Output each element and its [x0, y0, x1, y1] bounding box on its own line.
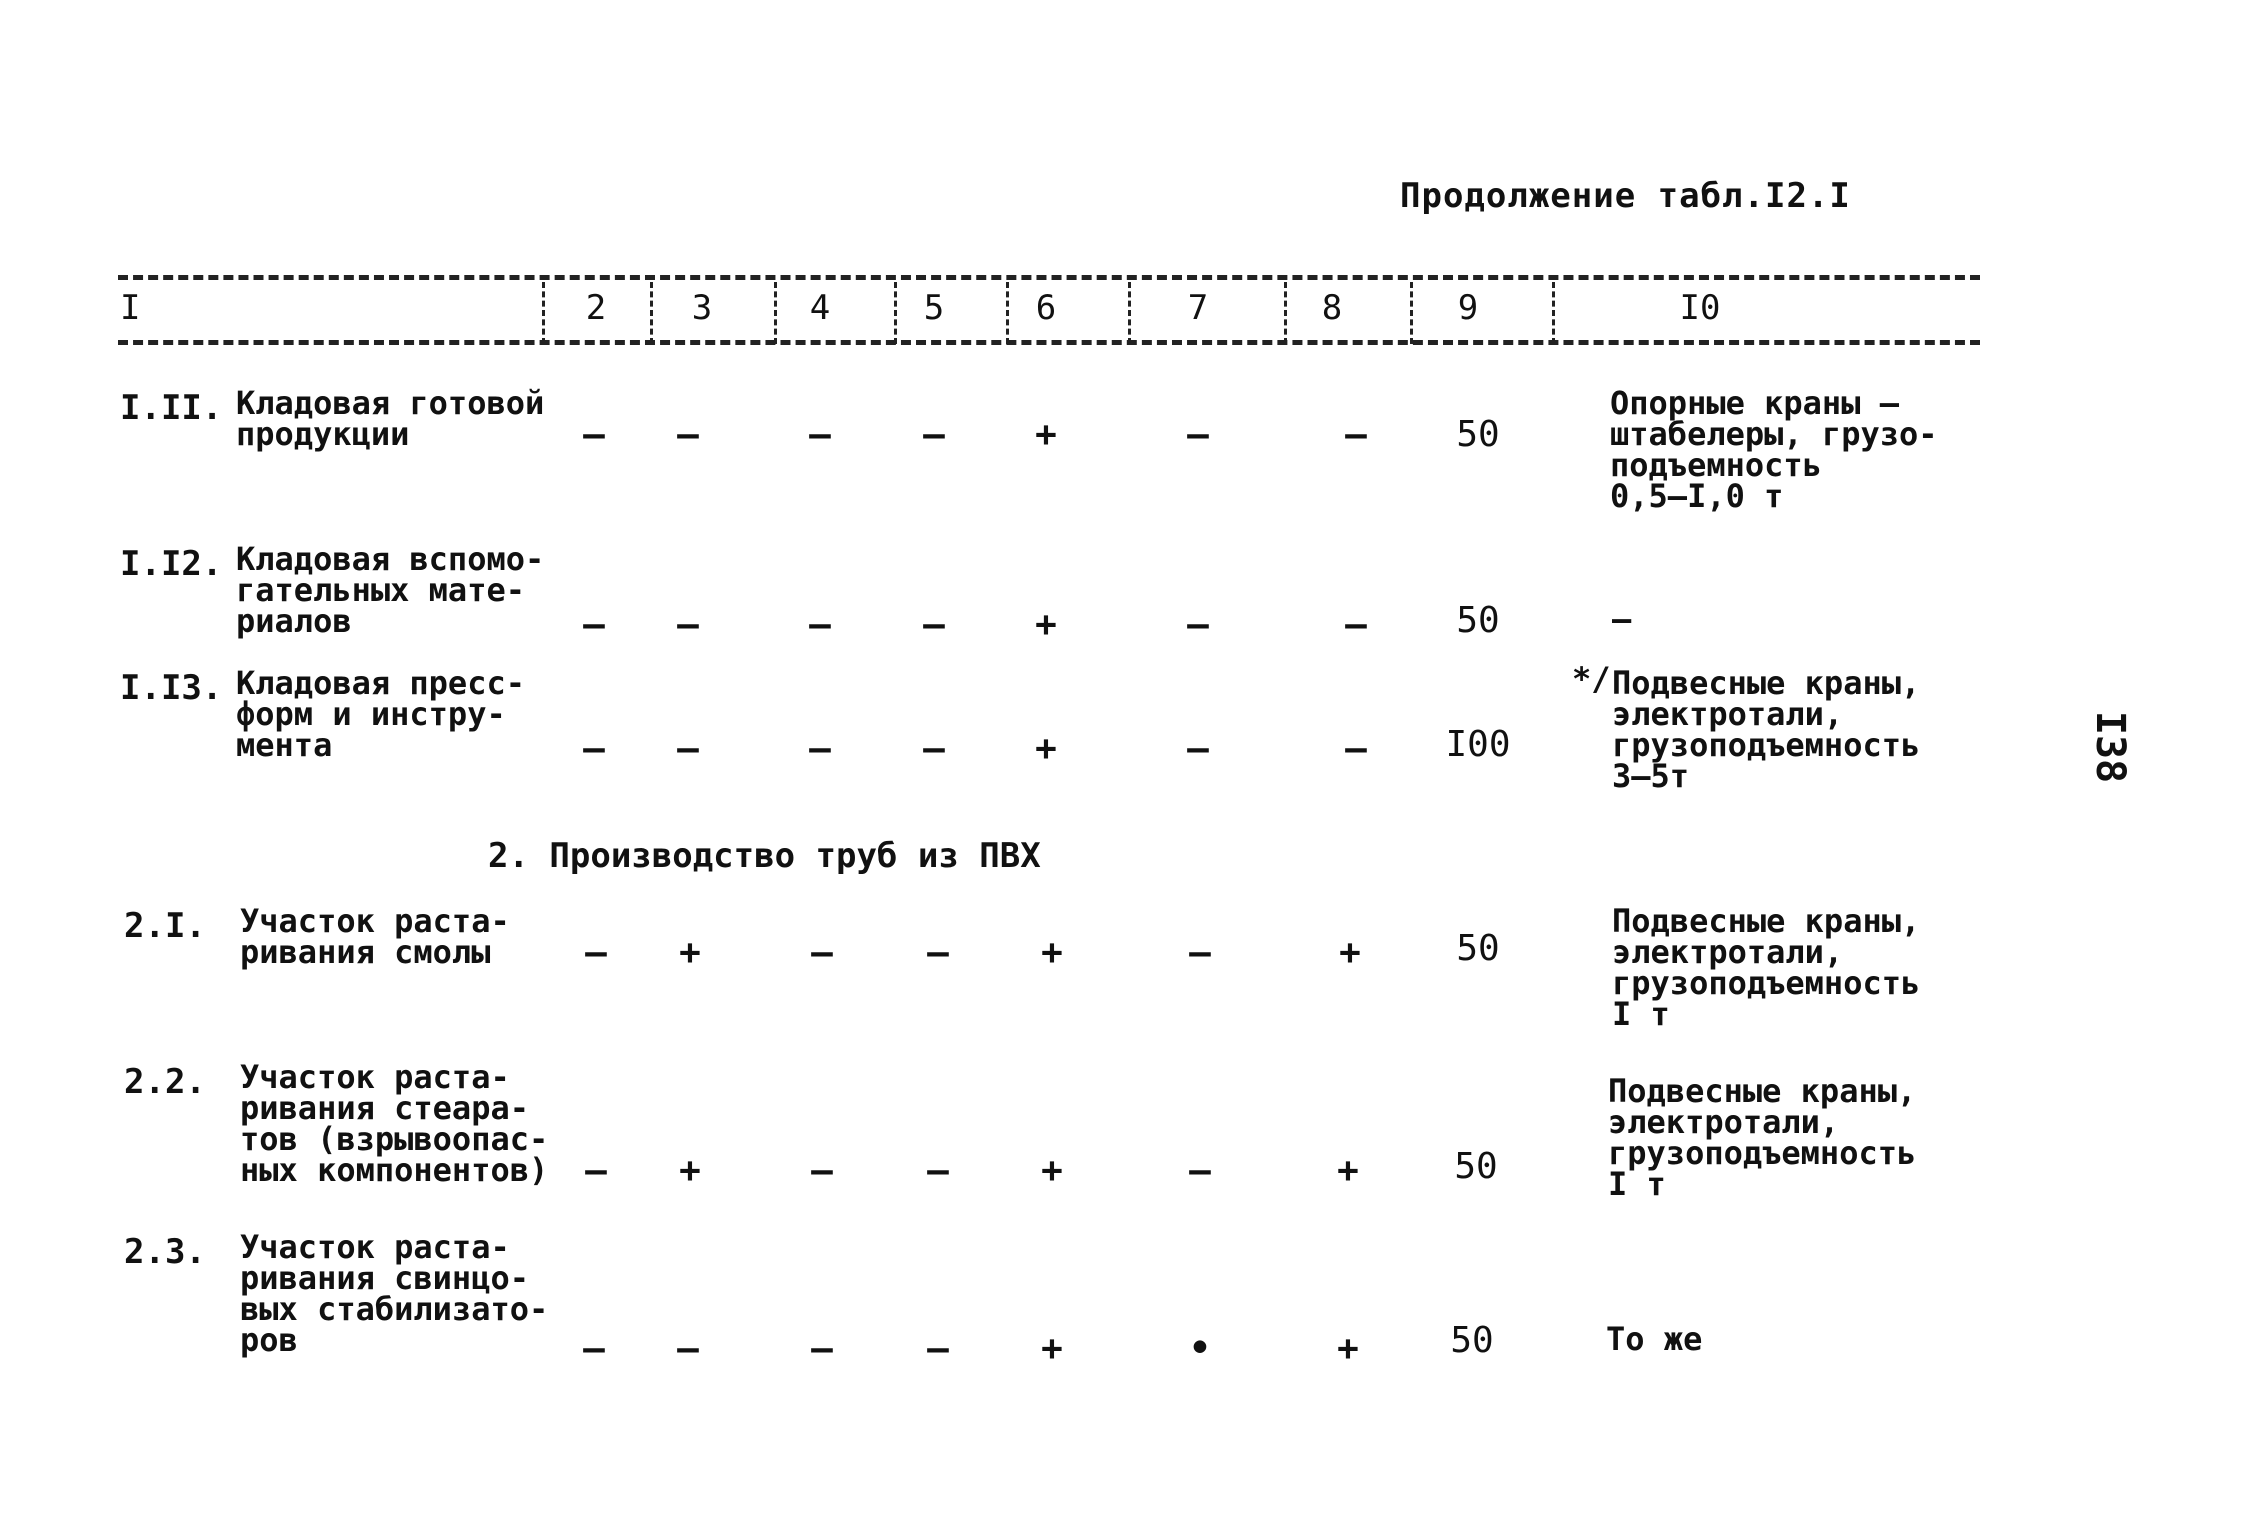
- row-cell: –: [927, 1328, 949, 1369]
- row-cell: –: [677, 604, 699, 645]
- column-separator: [894, 282, 897, 344]
- column-separator: [1284, 282, 1287, 344]
- header-col-6: 6: [1035, 288, 1057, 328]
- row-cell: –: [923, 604, 945, 645]
- row-cell: –: [677, 414, 699, 455]
- column-separator: [1410, 282, 1413, 344]
- row-number: 2.3.: [124, 1232, 206, 1272]
- row-value: 50: [1454, 1146, 1498, 1187]
- row-cell: –: [1345, 414, 1367, 455]
- row-note: Подвесные краны, электротали, грузоподъемность I т: [1612, 902, 1921, 1033]
- row-value: 50: [1456, 928, 1500, 969]
- header-col-2: 2: [585, 288, 607, 328]
- row-cell: –: [585, 932, 607, 973]
- row-name: Кладовая вспомо- гательных мате- риалов: [236, 540, 545, 640]
- row-cell: +: [1337, 1150, 1359, 1191]
- row-value: 50: [1450, 1320, 1494, 1361]
- row-cell: –: [585, 1150, 607, 1191]
- row-cell: –: [1187, 604, 1209, 645]
- row-note: Подвесные краны, электротали, грузоподъемность I т: [1608, 1072, 1917, 1203]
- row-cell: +: [1041, 1150, 1063, 1191]
- row-name: Кладовая готовой продукции: [236, 384, 545, 453]
- row-cell: –: [809, 728, 831, 769]
- row-cell: –: [677, 1328, 699, 1369]
- row-cell: –: [583, 728, 605, 769]
- column-separator: [650, 282, 653, 344]
- column-separator: [1128, 282, 1131, 344]
- row-cell: –: [923, 414, 945, 455]
- row-name: Участок раста- ривания свинцо- вых стабилизато- ров: [240, 1228, 549, 1359]
- table-caption: Продолжение табл.I2.I: [1400, 176, 1851, 216]
- row-cell: •: [1189, 1328, 1211, 1369]
- row-cell: –: [811, 1328, 833, 1369]
- row-value: I00: [1445, 724, 1511, 765]
- row-cell: +: [1041, 932, 1063, 973]
- column-separator: [542, 282, 545, 344]
- row-cell: +: [679, 1150, 701, 1191]
- row-number: I.II.: [120, 388, 223, 428]
- row-note: Опорные краны – штабелеры, грузо- подъемность 0,5–I,0 т: [1610, 384, 1938, 515]
- row-number: 2.I.: [124, 906, 206, 946]
- row-cell: –: [1345, 728, 1367, 769]
- header-col-1: I: [120, 288, 141, 328]
- row-cell: +: [1339, 932, 1361, 973]
- row-cell: –: [583, 1328, 605, 1369]
- row-cell: +: [1337, 1328, 1359, 1369]
- row-cell: –: [1345, 604, 1367, 645]
- header-col-7: 7: [1187, 288, 1209, 328]
- row-cell: –: [927, 932, 949, 973]
- row-cell: –: [811, 1150, 833, 1191]
- header-top-rule: [118, 275, 1980, 280]
- row-note: –: [1612, 600, 1632, 638]
- row-value: 50: [1456, 600, 1500, 641]
- footnote-mark: */: [1572, 660, 1611, 698]
- row-cell: –: [923, 728, 945, 769]
- row-cell: +: [1035, 728, 1057, 769]
- row-cell: +: [679, 932, 701, 973]
- row-cell: –: [1189, 932, 1211, 973]
- row-name: Участок раста- ривания смолы: [240, 902, 510, 971]
- row-value: 50: [1456, 414, 1500, 455]
- row-note: То же: [1606, 1320, 1703, 1358]
- header-col-8: 8: [1321, 288, 1343, 328]
- row-name: Участок раста- ривания стеара- тов (взрывоопас- ных компонентов): [240, 1058, 549, 1189]
- row-cell: +: [1035, 604, 1057, 645]
- row-cell: –: [1187, 414, 1209, 455]
- row-number: 2.2.: [124, 1062, 206, 1102]
- row-cell: –: [811, 932, 833, 973]
- section-title: 2. Производство труб из ПВХ: [488, 836, 1041, 876]
- row-cell: +: [1041, 1328, 1063, 1369]
- row-cell: –: [927, 1150, 949, 1191]
- row-number: I.I3.: [120, 668, 223, 708]
- column-separator: [1006, 282, 1009, 344]
- row-cell: –: [583, 414, 605, 455]
- header-bottom-rule: [118, 340, 1980, 345]
- header-col-9: 9: [1457, 288, 1479, 328]
- row-cell: –: [1187, 728, 1209, 769]
- column-separator: [1552, 282, 1555, 344]
- header-col-10: I0: [1679, 288, 1721, 328]
- header-col-4: 4: [809, 288, 831, 328]
- header-col-3: 3: [691, 288, 713, 328]
- row-cell: +: [1035, 414, 1057, 455]
- page-number: I38: [2087, 710, 2134, 784]
- row-cell: –: [583, 604, 605, 645]
- header-col-5: 5: [923, 288, 945, 328]
- row-cell: –: [677, 728, 699, 769]
- row-name: Кладовая пресс- форм и инстру- мента: [236, 664, 525, 764]
- row-cell: –: [1189, 1150, 1211, 1191]
- row-number: I.I2.: [120, 544, 223, 584]
- row-cell: –: [809, 414, 831, 455]
- row-note: Подвесные краны, электротали, грузоподъемность 3–5т: [1612, 664, 1921, 795]
- row-cell: –: [809, 604, 831, 645]
- column-separator: [774, 282, 777, 344]
